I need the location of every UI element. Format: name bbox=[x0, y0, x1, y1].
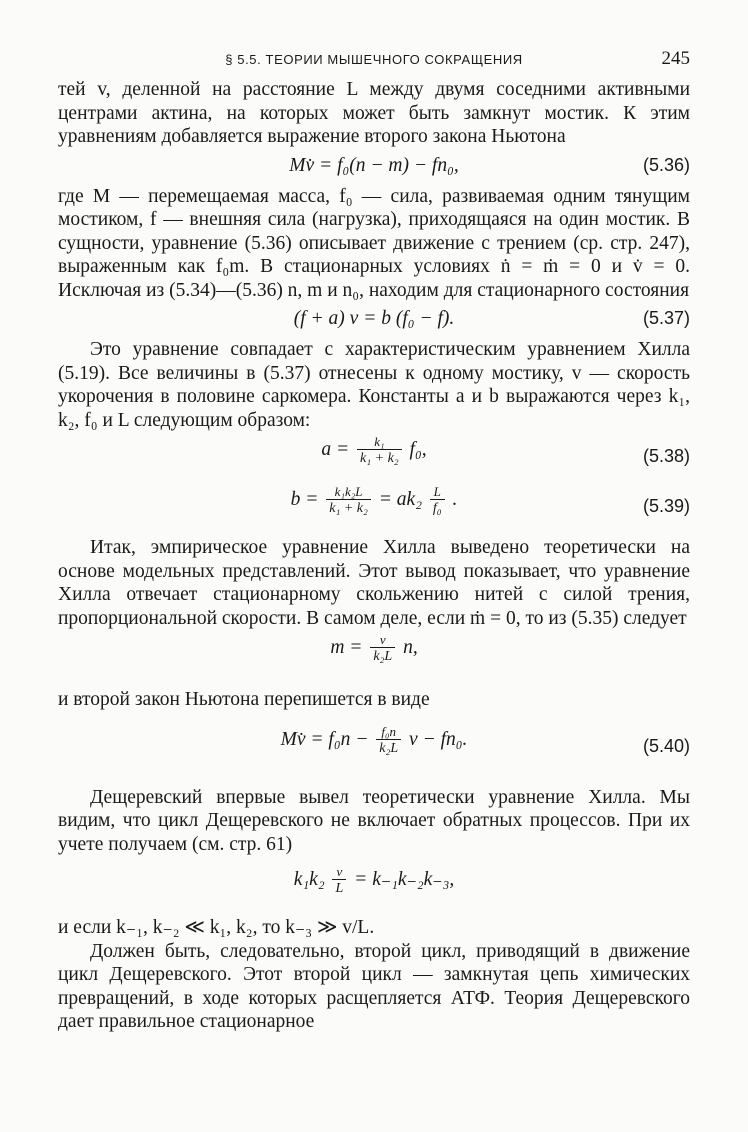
paragraph: и второй закон Ньютона перепишется в виде bbox=[58, 689, 430, 710]
fraction-denominator: k₂L bbox=[379, 740, 399, 756]
fraction-numerator: v bbox=[370, 632, 395, 648]
equation-expression bbox=[58, 724, 690, 757]
equation-5-36 bbox=[58, 149, 690, 185]
page-header bbox=[58, 48, 690, 78]
paragraph: Итак, эмпирическое уравнение Хилла выведено теоретически на основе модельных представлений. Этот вывод показывает, что уравнение Хилла отвечает стационарному скольжению нитей с силой трения, пропорциональной скорости. В самом деле, если ṁ = 0, то из (5.35) следует bbox=[58, 537, 690, 629]
fraction-numerator: L bbox=[430, 484, 445, 500]
equation-middle: = ak₂ bbox=[378, 488, 422, 510]
equation-expression: Mv̇ = f₀(n − m) − fn₀, bbox=[289, 154, 459, 176]
fraction bbox=[332, 864, 346, 897]
paragraph: тей v, деленной на расстояние L между двумя соседними активными центрами актина, на которых может быть замкнут мостик. К этим уравнениям добавляется выражение второго закона Ньютона bbox=[58, 79, 690, 147]
paragraph: и если k₋₁, k₋₂ ≪ k₁, k₂, то k₋₃ ≫ v/L. bbox=[58, 917, 375, 938]
equation-rhs: = k₋₁k₋₂k₋₃, bbox=[354, 868, 455, 890]
equation-expression bbox=[58, 864, 690, 897]
equation-5-40 bbox=[58, 722, 690, 772]
equation-expression: (f + a) v = b (f₀ − f). bbox=[293, 308, 455, 329]
equation-5-39 bbox=[58, 482, 690, 532]
fraction bbox=[357, 434, 402, 467]
equation-m bbox=[58, 630, 690, 680]
paragraph: Это уравнение совпадает с характеристическим уравнением Хилла (5.19). Все величины в (5.37) отнесены к одному мостику, v — скорость укорочения в половине саркомера. Константы a и b выражаются через k₁, k₂, f₀ и L следующим образом: bbox=[58, 339, 690, 431]
paragraph: Должен быть, следовательно, второй цикл, приводящий в движение цикл Дещеревского. Этот второй цикл — замкнутая цепь химических превращений, в ходе которых расщепляется АТФ. Теория Дещеревского дает правильное стационарное bbox=[58, 940, 690, 1032]
equation-number: (5.38) bbox=[642, 446, 690, 466]
fraction-denominator: k₁ + k₂ bbox=[360, 451, 399, 466]
equation-number: (5.39) bbox=[642, 496, 690, 516]
equation-rhs: n, bbox=[403, 636, 418, 658]
fraction-numerator: k₁ bbox=[357, 434, 402, 450]
equation-expression bbox=[58, 632, 690, 665]
fraction-numerator: f₀n bbox=[376, 724, 401, 740]
equation-number: (5.36) bbox=[642, 154, 690, 175]
fraction-denominator: k₂L bbox=[373, 649, 393, 664]
equation-rhs: v − fn₀. bbox=[409, 728, 468, 750]
running-title: § 5.5. ТЕОРИИ МЫШЕЧНОГО СОКРАЩЕНИЯ bbox=[225, 52, 523, 67]
fraction bbox=[430, 484, 445, 517]
equation-lhs: m = bbox=[330, 636, 363, 658]
fraction bbox=[370, 632, 395, 665]
equation-5-37 bbox=[58, 302, 690, 338]
equation-k bbox=[58, 862, 690, 912]
fraction-numerator: v bbox=[332, 864, 346, 880]
equation-lhs: a = bbox=[321, 438, 350, 460]
fraction-denominator: f₀ bbox=[432, 501, 442, 516]
equation-expression bbox=[58, 484, 690, 517]
equation-rhs: f₀, bbox=[409, 438, 427, 460]
page bbox=[58, 48, 690, 1034]
equation-lhs: Mv̇ = f₀n − bbox=[280, 728, 369, 750]
page-number: 245 bbox=[661, 48, 690, 69]
equation-rhs: . bbox=[452, 488, 458, 510]
equation-number: (5.40) bbox=[642, 735, 690, 756]
fraction bbox=[326, 484, 371, 517]
fraction-denominator: k₁ + k₂ bbox=[329, 501, 368, 516]
fraction-denominator: L bbox=[335, 881, 344, 896]
paragraph: Дещеревский впервые вывел теоретически уравнение Хилла. Мы видим, что цикл Дещеревского не включает обратных процессов. При их учете получаем (см. стр. 61) bbox=[58, 786, 690, 855]
equation-number: (5.37) bbox=[642, 308, 690, 328]
fraction-numerator: k₁k₂L bbox=[326, 484, 371, 500]
equation-lhs: k₁k₂ bbox=[293, 868, 325, 890]
equation-expression bbox=[58, 434, 690, 467]
equation-5-38 bbox=[58, 432, 690, 482]
equation-lhs: b = bbox=[290, 488, 319, 510]
fraction bbox=[376, 724, 401, 757]
paragraph: где M — перемещаемая масса, f₀ — сила, развиваемая одним тянущим мостиком, f — внешняя сила (нагрузка), приходящаяся на один мостик. В сущности, уравнение (5.36) описывает движение с трением (ср. стр. 247), выраженным как f₀m. В стационарных условиях ṅ = ṁ = 0 и v̇ = 0. Исключая из (5.34)—(5.36) n, m и n₀, находим для стационарного состояния bbox=[58, 185, 690, 301]
